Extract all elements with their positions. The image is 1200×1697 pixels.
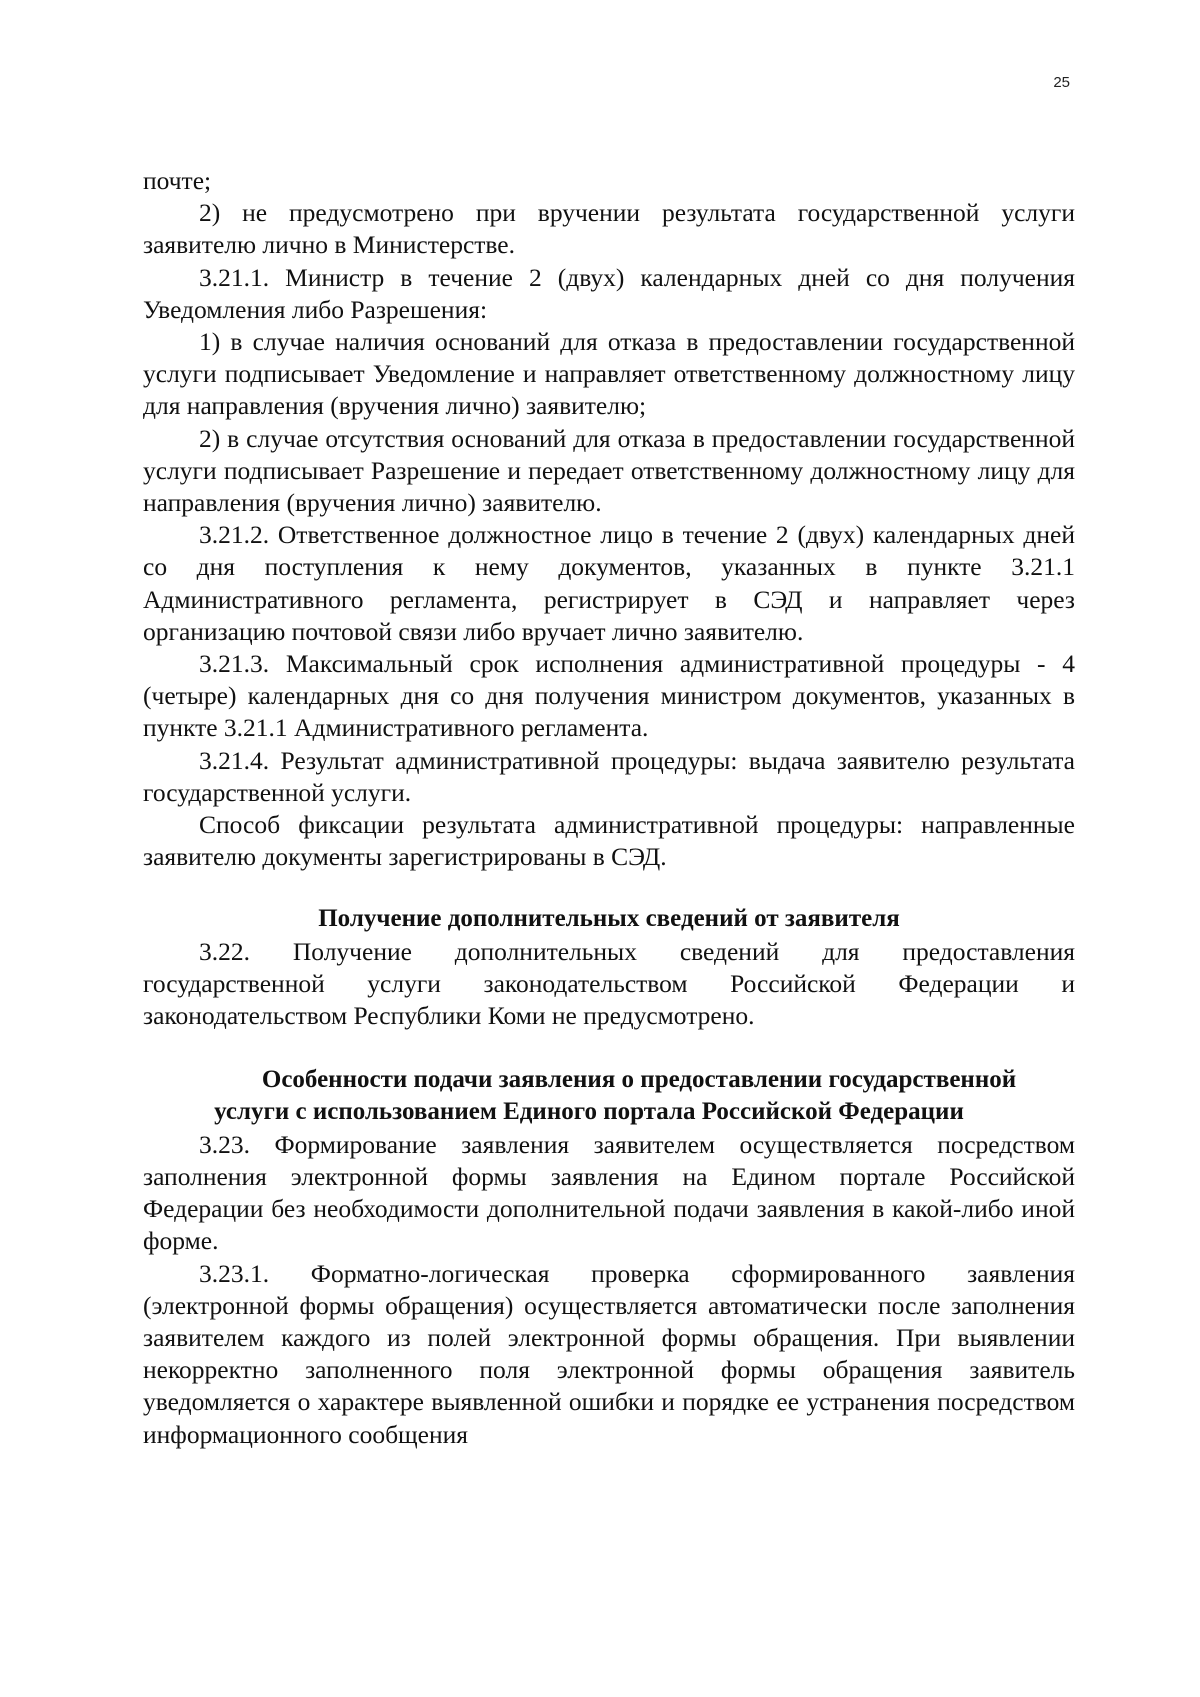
paragraph: 3.21.2. Ответственное должностное лицо в течение 2 (двух) календарных дней со дня поступления к нему документов, указанных в пункте 3.21.1 Административного регламента, регистрирует в СЭД и направляет через организацию почтовой связи либо вручает лично заявителю. bbox=[143, 520, 1075, 646]
heading-line: Особенности подачи заявления о предоставлении государственной bbox=[261, 1066, 1017, 1094]
section-heading-additional-info: Получение дополнительных сведений от заявителя bbox=[318, 905, 900, 933]
paragraph: 3.23.1. Форматно-логическая проверка сформированного заявления (электронной формы обращения) осуществляется автоматически после заполнения заявителем каждого из полей электронной формы обращения. При выявлении некорректно заполненного поля электронной формы обращения заявитель уведомляется о характере выявленной ошибки и порядке ее устранения посредством информационного сообщения bbox=[143, 1258, 1075, 1449]
document-body bbox=[143, 165, 1075, 1451]
paragraph: почте; bbox=[143, 166, 212, 195]
paragraph: 3.21.1. Министр в течение 2 (двух) календарных дней со дня получения Уведомления либо Разрешения: bbox=[143, 262, 1075, 324]
paragraph: 2) в случае отсутствия оснований для отказа в предоставлении государственной услуги подписывает Разрешение и передает ответственному должностному лицу для направления (вручения лично) заявителю. bbox=[143, 423, 1075, 518]
paragraph: 1) в случае наличия оснований для отказа в предоставлении государственной услуги подписывает Уведомление и направляет ответственному должностному лицу для направления (вручения лично) заявителю; bbox=[143, 327, 1075, 421]
section-heading-portal-application bbox=[143, 1064, 1075, 1128]
page-number: 25 bbox=[1053, 74, 1070, 91]
paragraph: Способ фиксации результата административной процедуры: направленные заявителю документы зарегистрированы в СЭД. bbox=[143, 810, 1075, 872]
paragraph: 3.21.3. Максимальный срок исполнения административной процедуры - 4 (четыре) календарных дня со дня получения министром документов, указанных в пункте 3.21.1 Административного регламента. bbox=[143, 649, 1075, 743]
heading-line: услуги с использованием Единого портала Российской Федерации bbox=[214, 1098, 964, 1126]
paragraph: 3.22. Получение дополнительных сведений для предоставления государственной услуги законодательством Российской Федерации и законодательством Республики Коми не предусмотрено. bbox=[143, 936, 1075, 1031]
paragraph: 3.23. Формирование заявления заявителем осуществляется посредством заполнения электронной формы заявления на Едином портале Российской Федерации без необходимости дополнительной подачи заявления в какой-либо иной форме. bbox=[143, 1129, 1075, 1256]
paragraph: 3.21.4. Результат административной процедуры: выдача заявителю результата государственной услуги. bbox=[143, 745, 1075, 807]
paragraph: 2) не предусмотрено при вручении результата государственной услуги заявителю лично в Министерстве. bbox=[143, 198, 1075, 260]
